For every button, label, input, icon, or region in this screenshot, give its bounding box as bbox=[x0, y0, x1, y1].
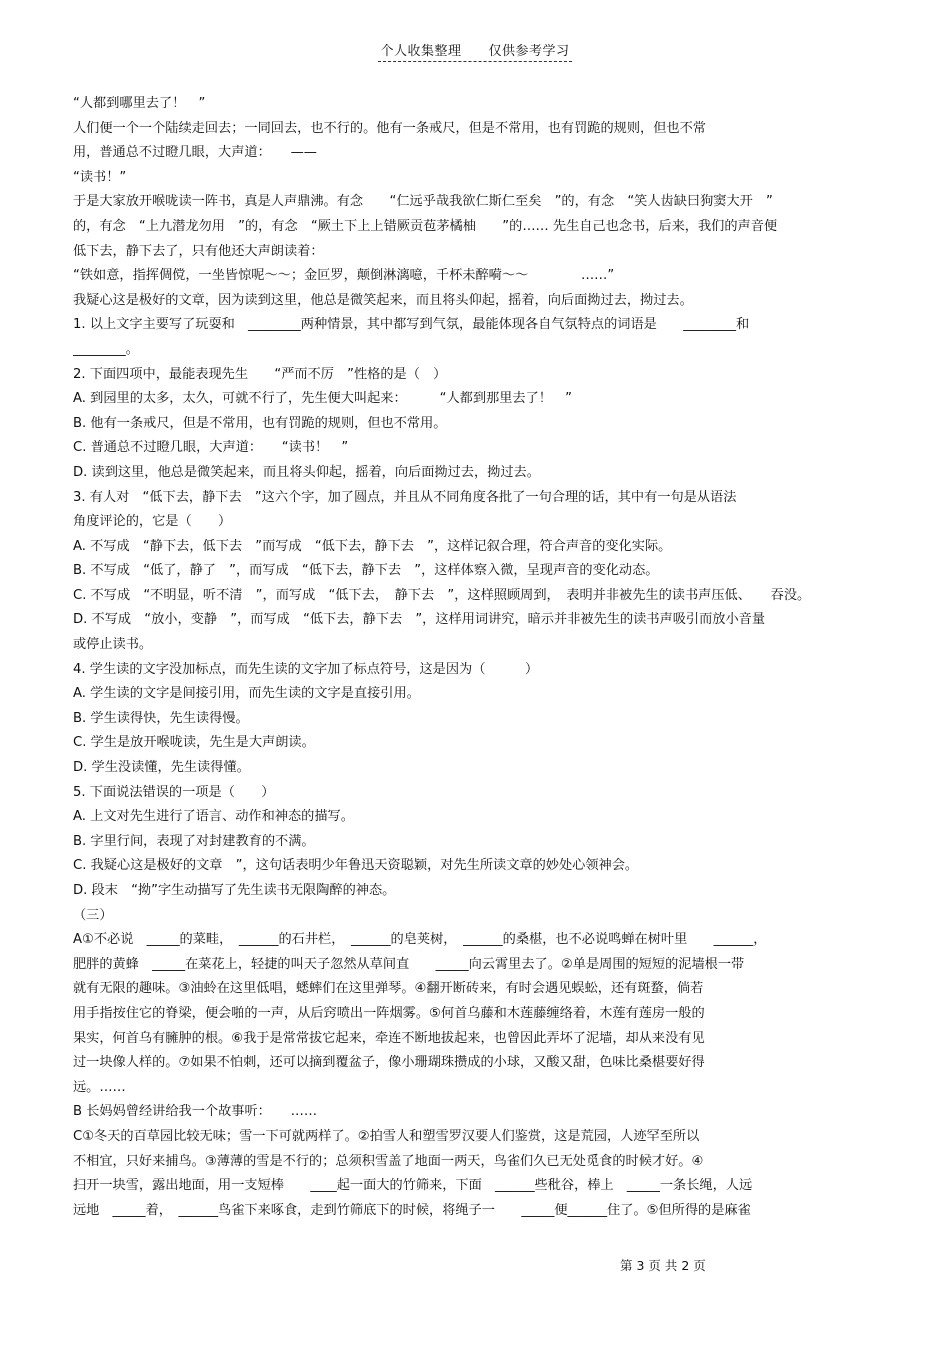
question-4: 4. 学生读的文字没加标点，而先生读的文字加了标点符号，这是因为（ ） bbox=[73, 661, 539, 677]
text-line: 或停止读书。 bbox=[73, 637, 153, 653]
section-heading: （三） bbox=[73, 907, 113, 923]
option-b: B. 不写成 “低了，静了 ”，而写成 “低下去，静下去 ”，这样体察入微，呈现声音的变化动态。 bbox=[73, 563, 659, 579]
text-line: 我疑心这是极好的文章，因为读到这里，他总是微笑起来，而且将头仰起，摇着，向后面拗过去，拗过去。 bbox=[73, 292, 693, 308]
option-a: A. 学生读的文字是间接引用，而先生读的文字是直接引用。 bbox=[73, 686, 420, 702]
text-line: 扫开一块雪，露出地面，用一支短棒 ____起一面大的竹筛来，下面 ______些秕谷，棒上 _____一条长绳，人远 bbox=[73, 1178, 753, 1194]
text-line: ________。 bbox=[73, 341, 139, 357]
text-line: 角度评论的，它是（ ） bbox=[73, 514, 232, 530]
page-footer: 第 3 页 共 2 页 bbox=[620, 1258, 706, 1273]
text-line: “读书！” bbox=[73, 169, 127, 185]
text-line: 过一块像人样的。⑦如果不怕刺，还可以摘到覆盆子，像小珊瑚珠攒成的小球，又酸又甜，色味比桑椹要好得 bbox=[73, 1055, 705, 1071]
page-header bbox=[0, 40, 950, 59]
option-c: C. 学生是放开喉咙读，先生是大声朗读。 bbox=[73, 735, 315, 751]
text-line: 远地 _____着， ______鸟雀下来啄食，走到竹筛底下的时候，将绳子一 _____便______住了。⑤但所得的是麻雀 bbox=[73, 1202, 751, 1218]
text-line: 的，有念 “上九潜龙勿用 ”的，有念 “厥土下上上错厥贡苞茅橘柚 ”的…… 先生自己也念书，后来，我们的声音便 bbox=[73, 218, 778, 234]
document-body bbox=[73, 92, 878, 1248]
option-b: B. 学生读得快，先生读得慢。 bbox=[73, 710, 249, 726]
text-line: 远。…… bbox=[73, 1079, 126, 1095]
question-5: 5. 下面说法错误的一项是（ ） bbox=[73, 784, 275, 800]
text-line: 果实，何首乌有臃肿的根。⑥我于是常常拔它起来，牵连不断地拔起来，也曾因此弄坏了泥墙，却从来没有见 bbox=[73, 1030, 705, 1046]
option-d: D. 段末 “拗”字生动描写了先生读书无限陶醉的神态。 bbox=[73, 883, 396, 898]
option-d: D. 不写成 “放小，变静 ”，而写成 “低下去，静下去 ”，这样用词讲究，暗示并非被先生的读书声吸引而放小音量 bbox=[73, 612, 766, 628]
question-2: 2. 下面四项中，最能表现先生 “严而不厉 ”性格的是（ ） bbox=[73, 366, 447, 382]
text-line: 于是大家放开喉咙读一阵书，真是人声鼎沸。有念 “仁远乎哉我欲仁斯仁至矣 ”的，有念 “笑人齿缺曰狗窦大开 ” bbox=[73, 194, 773, 210]
option-a: A. 不写成 “静下去，低下去 ”而写成 “低下去，静下去 ”，这样记叙合理，符合声音的变化实际。 bbox=[73, 538, 672, 554]
text-line bbox=[73, 1223, 878, 1248]
header-text: 个人收集整理 仅供参考学习 bbox=[378, 44, 571, 62]
option-c: C. 普通总不过瞪几眼，大声道： “读书！ ” bbox=[73, 440, 349, 456]
text-line: 就有无限的趣味。③油蛉在这里低唱，蟋蟀们在这里弹琴。④翻开断砖来，有时会遇见蜈蚣，还有斑蝥，倘若 bbox=[73, 981, 704, 997]
text-line: “人都到哪里去了！ ” bbox=[73, 96, 206, 111]
option-c: C. 不写成 “不明显，听不清 ”，而写成 “低下去， 静下去 ”，这样照顾周到， 表明并非被先生的读书声压低、 吞没。 bbox=[73, 587, 811, 603]
option-a: A. 到园里的太多，太久，可就不行了，先生便大叫起来： “人都到那里去了！ ” bbox=[73, 391, 572, 407]
option-a: A. 上文对先生进行了语言、动作和神态的描写。 bbox=[73, 809, 354, 825]
option-b: B. 他有一条戒尺，但是不常用，也有罚跪的规则，但也不常用。 bbox=[73, 415, 447, 431]
text-line: 用，普通总不过瞪几眼，大声道： —— bbox=[73, 145, 317, 161]
text-line: “铁如意，指挥倜傥，一坐皆惊呢～～；金叵罗，颠倒淋漓噫，千杯未醉嗬～～ ……” bbox=[73, 268, 615, 284]
option-b: B. 字里行间，表现了对封建教育的不满。 bbox=[73, 833, 315, 849]
text-line: 不相宜，只好来捕鸟。③薄薄的雪是不行的；总须积雪盖了地面一两天，鸟雀们久已无处觅食的时候才好。④ bbox=[73, 1153, 704, 1169]
text-line: B 长妈妈曾经讲给我一个故事听： …… bbox=[73, 1104, 318, 1120]
question-3: 3. 有人对 “低下去，静下去 ”这六个字，加了圆点，并且从不同角度各批了一句合理的话，其中有一句是从语法 bbox=[73, 489, 737, 505]
text-line: 人们便一个一个陆续走回去；一同回去，也不行的。他有一条戒尺，但是不常用，也有罚跪的规则，但也不常 bbox=[73, 120, 706, 136]
text-line: 肥胖的黄蜂 _____在菜花上，轻捷的叫天子忽然从草间直 _____向云霄里去了。②单是周围的短短的泥墙根一带 bbox=[73, 956, 745, 972]
question-1: 1. 以上文字主要写了玩耍和 ________两种情景，其中都写到气氛，最能体现各自气氛特点的词语是 ________和 bbox=[73, 317, 750, 333]
text-line: 用手指按住它的脊梁，便会啪的一声，从后窍喷出一阵烟雾。⑤何首乌藤和木莲藤缠络着，木莲有莲房一般的 bbox=[73, 1005, 705, 1021]
text-line: 低下去，静下去了，只有他还大声朗读着： bbox=[73, 243, 324, 259]
text-line: C①冬天的百草园比较无味；雪一下可就两样了。②拍雪人和塑雪罗汉要人们鉴赏，这是荒园，人迹罕至所以 bbox=[73, 1128, 700, 1144]
text-line: A①不必说 _____的菜畦， ______的石井栏， ______的皂荚树， ______的桑椹，也不必说鸣蝉在树叶里 ______， bbox=[73, 932, 767, 948]
option-c: C. 我疑心这是极好的文章 ”，这句话表明少年鲁迅天资聪颖，对先生所读文章的妙处心领神会。 bbox=[73, 858, 639, 874]
option-d: D. 学生没读懂，先生读得懂。 bbox=[73, 760, 250, 776]
option-d: D. 读到这里，他总是微笑起来，而且将头仰起，摇着，向后面拗过去，拗过去。 bbox=[73, 464, 540, 480]
